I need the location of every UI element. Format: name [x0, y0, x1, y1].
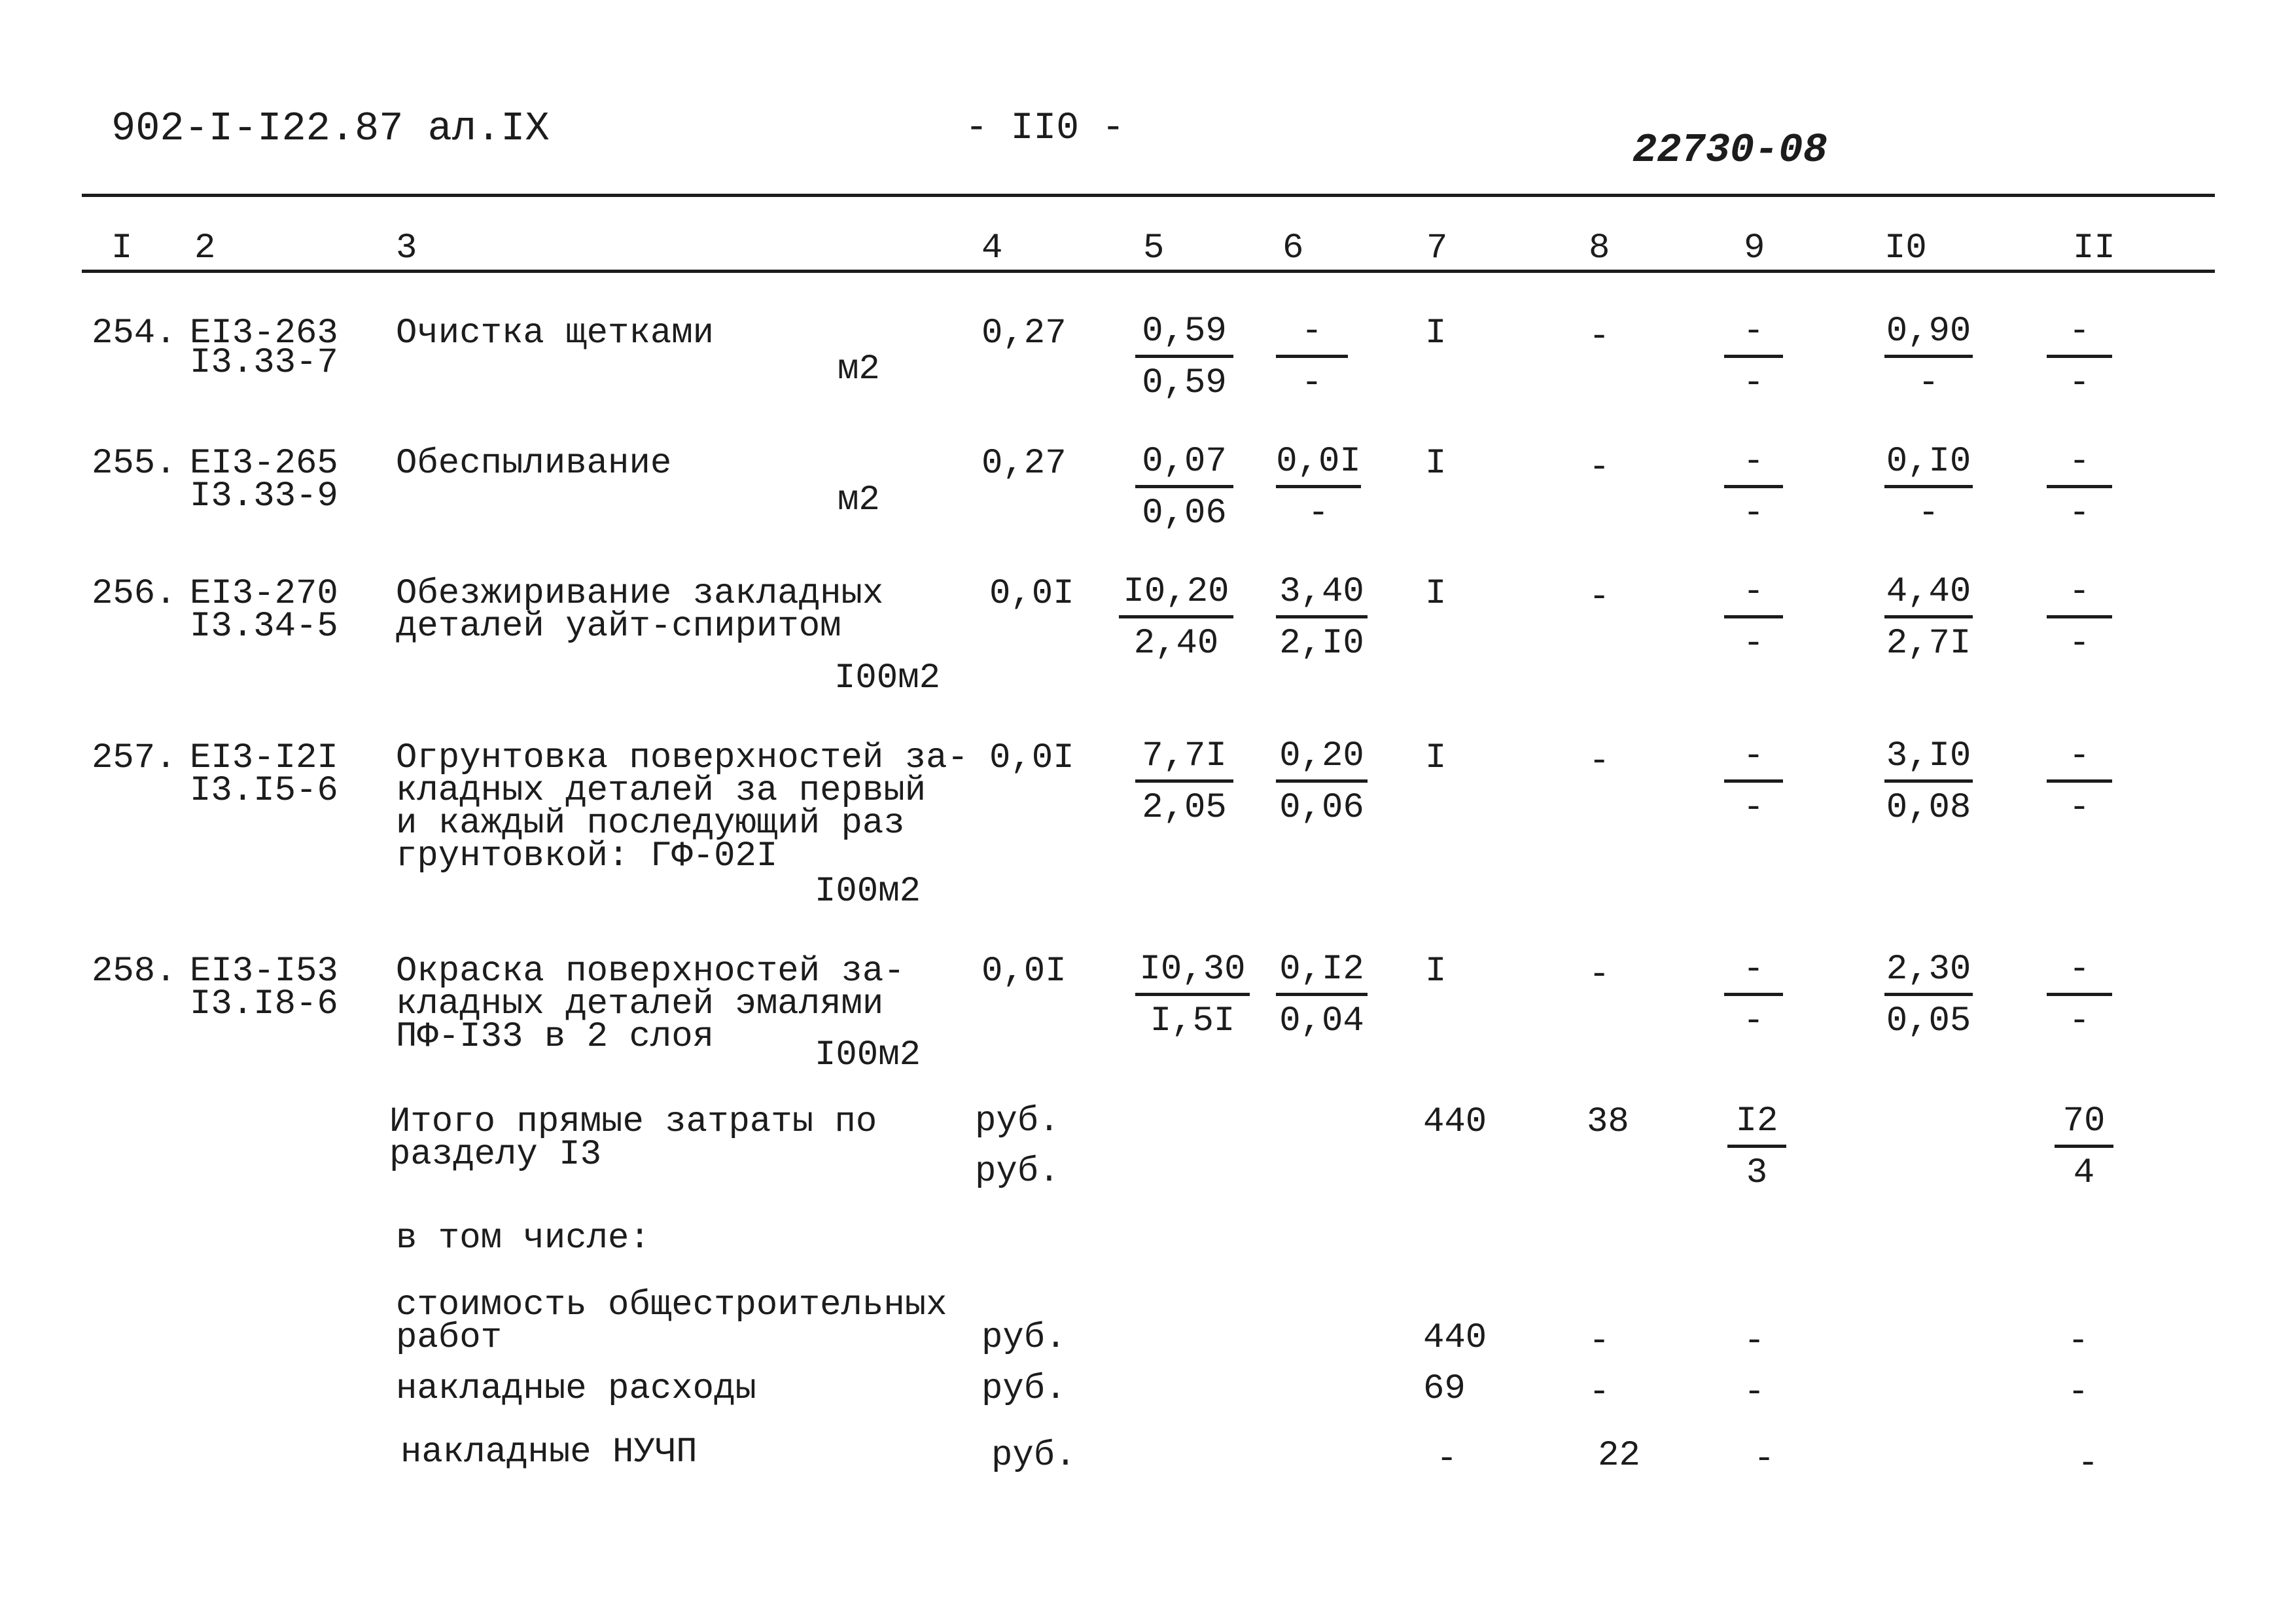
work-description: Огрунтовка поверхностей за- кладных деталей за первый и каждый последующий раз грунтовкой: ГФ-02I [396, 738, 968, 876]
fraction-bottom: 2,40 [1133, 624, 1219, 664]
fraction-bottom: - [1742, 624, 1765, 664]
row-number: 255. [92, 444, 177, 484]
fraction-top: 7,7I [1135, 738, 1233, 783]
fraction-bottom: - [1307, 493, 1330, 533]
fraction-bottom: 0,04 [1279, 1001, 1364, 1041]
fraction-top: - [1724, 951, 1783, 996]
fraction-bottom: - [1742, 493, 1765, 533]
quantity: 0,27 [981, 444, 1067, 484]
fraction-top: - [2047, 443, 2112, 488]
fraction-col5 [1119, 573, 1233, 663]
norm-code-alt: I3.34-5 [190, 607, 338, 647]
fraction-top: 3,I0 [1884, 738, 1973, 783]
fraction-col5 [1135, 443, 1233, 533]
fraction-col11 [2047, 573, 2112, 663]
breakdown-col7: 440 [1423, 1318, 1487, 1358]
header-rule-top [82, 194, 2215, 197]
column-header: 7 [1426, 228, 1448, 268]
fraction-bottom: 3 [1746, 1153, 1768, 1193]
quantity: 0,0I [989, 574, 1074, 614]
norm-code: EI3-265 [190, 444, 338, 484]
fraction-top: - [1724, 313, 1783, 358]
column-header: I0 [1884, 228, 1927, 268]
page-number: - II0 - [965, 107, 1125, 150]
breakdown-col8: - [1589, 1321, 1610, 1361]
breakdown-col11: - [2068, 1372, 2089, 1412]
unit-of-measure: м2 [838, 480, 880, 520]
fraction-top: - [1276, 313, 1348, 358]
fraction-col10 [1884, 573, 1973, 663]
fraction-top: 0,20 [1276, 738, 1368, 783]
col7-value: I [1425, 574, 1447, 614]
column-header: 8 [1589, 228, 1610, 268]
work-description: Окраска поверхностей за- кладных деталей эмалями ПФ-I33 в 2 слоя [396, 952, 905, 1057]
fraction-bottom: 2,I0 [1279, 624, 1364, 664]
fraction-col11 [2047, 951, 2112, 1041]
fraction-top: 0,59 [1135, 313, 1233, 358]
document-code: 902-I-I22.87 ал.IX [111, 105, 550, 152]
fraction-top: - [1724, 738, 1783, 783]
breakdown-unit: руб. [981, 1318, 1067, 1358]
col8-value: - [1589, 955, 1610, 995]
fraction-top: 2,30 [1884, 951, 1973, 996]
col7-value: I [1425, 738, 1447, 778]
row-number: 258. [92, 952, 177, 991]
fraction-top: 70 [2055, 1103, 2113, 1148]
fraction-col5 [1135, 313, 1233, 402]
breakdown-col7: 69 [1423, 1369, 1466, 1409]
column-header: 2 [194, 228, 216, 268]
fraction-top: 0,90 [1884, 313, 1973, 358]
fraction-top: - [2047, 738, 2112, 783]
quantity: 0,0I [981, 952, 1067, 991]
column-header: I [111, 228, 133, 268]
norm-code-alt: I3.33-9 [190, 476, 338, 516]
col7-value: I [1425, 444, 1447, 484]
fraction-top: I2 [1727, 1103, 1786, 1148]
norm-code-alt: I3.I5-6 [190, 771, 338, 811]
quantity: 0,27 [981, 313, 1067, 353]
fraction-col6 [1276, 573, 1368, 663]
col8-value: - [1589, 741, 1610, 781]
fraction-top: - [2047, 313, 2112, 358]
quantity: 0,0I [989, 738, 1074, 778]
fraction-col11 [2047, 443, 2112, 533]
fraction-bottom: 0,05 [1886, 1001, 1971, 1041]
row-number: 254. [92, 313, 177, 353]
norm-code: EI3-I53 [190, 952, 338, 991]
breakdown-col9: - [1754, 1439, 1775, 1479]
column-header: 6 [1282, 228, 1304, 268]
including-label: в том числе: [396, 1219, 650, 1258]
col8-value: - [1589, 577, 1610, 617]
fraction-bottom: I,5I [1150, 1001, 1235, 1041]
archive-stamp-number: 22730-08 [1633, 127, 1828, 173]
column-header: 5 [1143, 228, 1165, 268]
breakdown-unit: руб. [991, 1436, 1076, 1476]
totals-label: Итого прямые затраты по разделу I3 [389, 1102, 877, 1175]
fraction-col6 [1276, 313, 1348, 402]
fraction-col10 [1884, 443, 1973, 533]
col8-value: - [1589, 448, 1610, 488]
norm-code: EI3-270 [190, 574, 338, 614]
fraction-top: - [2047, 951, 2112, 996]
fraction-col9 [1724, 951, 1783, 1041]
fraction-col9 [1724, 738, 1783, 827]
fraction-col9 [1724, 443, 1783, 533]
fraction-bottom: - [1742, 1001, 1765, 1041]
unit-of-measure: м2 [838, 349, 880, 389]
unit-of-measure: I00м2 [834, 658, 941, 698]
breakdown-unit: руб. [981, 1369, 1067, 1409]
fraction-col5 [1135, 738, 1233, 827]
fraction-col6 [1276, 443, 1361, 533]
work-description: Обеспыливание [396, 444, 672, 484]
totals-col8: 38 [1587, 1102, 1629, 1142]
fraction-bottom: 2,7I [1886, 624, 1971, 664]
fraction-col9 [1724, 573, 1783, 663]
row-number: 256. [92, 574, 177, 614]
fraction-col9 [1724, 313, 1783, 402]
fraction-bottom: 4 [2073, 1153, 2095, 1193]
column-header: 9 [1744, 228, 1765, 268]
header-rule-bottom [82, 270, 2215, 273]
work-description: Обезжиривание закладных деталей уайт-спиритом [396, 574, 884, 647]
work-description: Очистка щетками [396, 313, 715, 353]
col8-value: - [1589, 317, 1610, 357]
fraction-top: 0,I2 [1276, 951, 1368, 996]
fraction-bottom: - [1918, 493, 1939, 533]
breakdown-label: накладные НУЧП [400, 1433, 698, 1472]
breakdown-col8: - [1589, 1372, 1610, 1412]
column-header: 3 [396, 228, 417, 268]
fraction-top: - [1724, 443, 1783, 488]
totals-col9 [1727, 1103, 1786, 1192]
breakdown-label: накладные расходы [396, 1369, 756, 1409]
breakdown-label: стоимость общестроительных работ [396, 1285, 947, 1358]
breakdown-col9: - [1744, 1321, 1765, 1361]
fraction-top: 0,I0 [1884, 443, 1973, 488]
fraction-bottom: 0,06 [1279, 788, 1364, 828]
fraction-bottom: - [2068, 788, 2091, 828]
fraction-top: 0,0I [1276, 443, 1361, 488]
fraction-top: - [2047, 573, 2112, 618]
fraction-top: 4,40 [1884, 573, 1973, 618]
fraction-bottom: 0,59 [1142, 363, 1227, 403]
fraction-bottom: - [2068, 624, 2091, 664]
breakdown-col9: - [1744, 1372, 1765, 1412]
breakdown-col7: - [1436, 1439, 1458, 1479]
norm-code-alt: I3.I8-6 [190, 984, 338, 1024]
breakdown-col8: 22 [1598, 1436, 1640, 1476]
norm-code-alt: I3.33-7 [190, 343, 338, 383]
fraction-col10 [1884, 951, 1973, 1041]
column-header: II [2073, 228, 2115, 268]
fraction-top: I0,30 [1135, 951, 1250, 996]
fraction-top: руб. [975, 1101, 1060, 1141]
fraction-top: I0,20 [1119, 573, 1233, 618]
col7-value: I [1425, 952, 1447, 991]
norm-code: EI3-263 [190, 313, 338, 353]
fraction-bottom: 0,08 [1886, 788, 1971, 828]
fraction-col10 [1884, 738, 1973, 827]
row-number: 257. [92, 738, 177, 778]
fraction-bottom: - [1742, 363, 1765, 403]
fraction-top: 0,07 [1135, 443, 1233, 488]
fraction-bottom: руб. [975, 1152, 1060, 1192]
totals-unit [975, 1103, 1060, 1191]
fraction-top: - [1724, 573, 1783, 618]
fraction-bottom: 2,05 [1142, 788, 1227, 828]
breakdown-col11: - [2068, 1321, 2089, 1361]
unit-of-measure: I00м2 [815, 872, 921, 912]
fraction-col6 [1276, 951, 1368, 1041]
fraction-bottom: - [1742, 788, 1765, 828]
fraction-col11 [2047, 313, 2112, 402]
fraction-bottom: - [2068, 493, 2091, 533]
totals-col11 [2055, 1103, 2113, 1192]
norm-code: EI3-I2I [190, 738, 338, 778]
fraction-bottom: - [2068, 1001, 2091, 1041]
fraction-col5 [1135, 951, 1250, 1041]
breakdown-col11: - [2077, 1444, 2099, 1484]
column-header: 4 [981, 228, 1003, 268]
fraction-bottom: - [1301, 363, 1323, 403]
fraction-bottom: 0,06 [1142, 493, 1227, 533]
unit-of-measure: I00м2 [815, 1035, 921, 1075]
fraction-top: 3,40 [1276, 573, 1368, 618]
fraction-bottom: - [2068, 363, 2091, 403]
fraction-col11 [2047, 738, 2112, 827]
fraction-col6 [1276, 738, 1368, 827]
totals-col7: 440 [1423, 1102, 1487, 1142]
fraction-col10 [1884, 313, 1973, 402]
col7-value: I [1425, 313, 1447, 353]
fraction-bottom: - [1918, 363, 1939, 403]
